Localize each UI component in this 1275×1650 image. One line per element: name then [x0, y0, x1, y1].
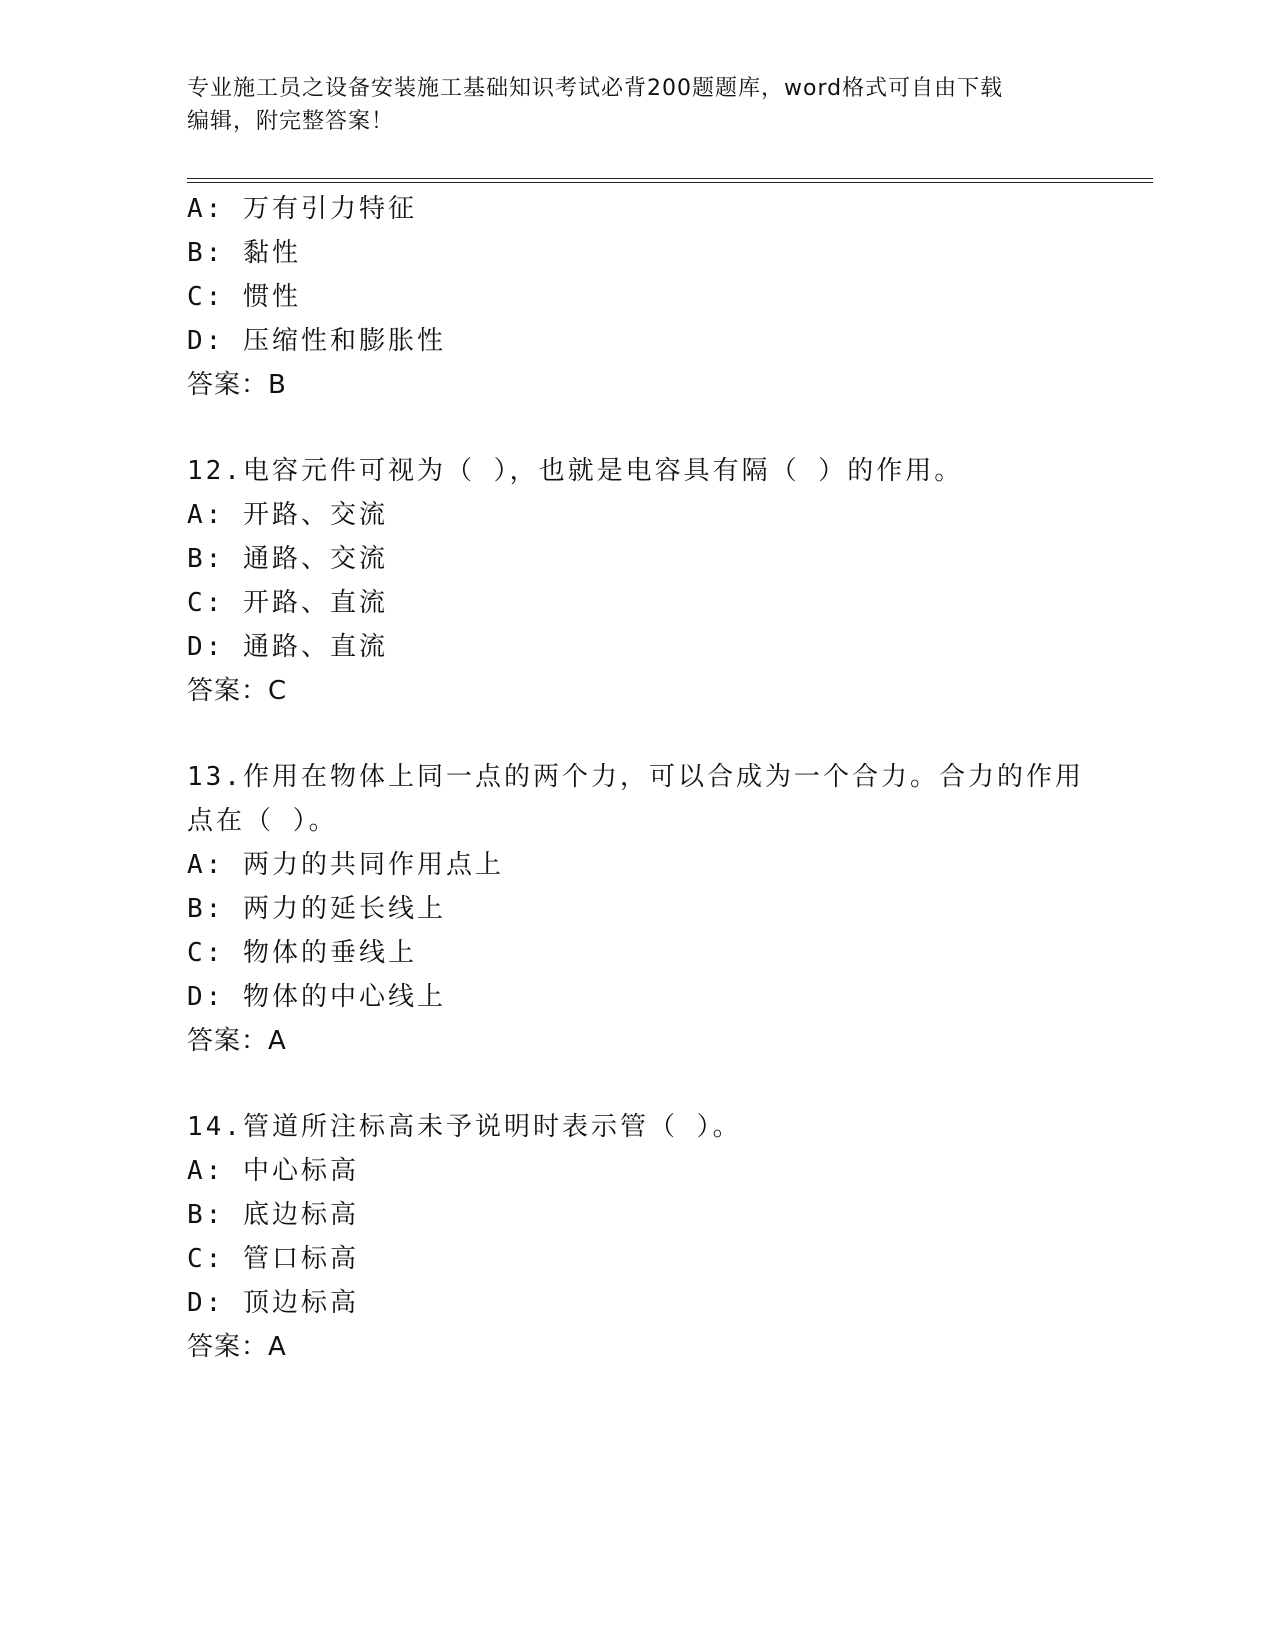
- option-a: A: 万有引力特征: [187, 194, 417, 224]
- header-line-2: 编辑，附完整答案！: [187, 109, 395, 134]
- option-a: A: 开路、交流: [187, 500, 388, 530]
- option-d: D: 压缩性和膨胀性: [187, 326, 446, 356]
- header-line-1: 专业施工员之设备安装施工基础知识考试必背200题题库，word格式可自由下载: [187, 76, 1004, 101]
- option-b: B: 黏性: [187, 238, 301, 268]
- question-text-line-2: 点在（ ）。: [187, 806, 338, 836]
- option-c: C: 惯性: [187, 282, 301, 312]
- answer-label: 答案：A: [187, 1332, 287, 1362]
- answer-label: 答案：B: [187, 370, 287, 400]
- option-c: C: 管口标高: [187, 1244, 359, 1274]
- answer-label: 答案：A: [187, 1026, 287, 1056]
- header-divider-top: [187, 178, 1153, 179]
- header-divider-bottom: [187, 182, 1153, 183]
- question-text: 14.管道所注标高未予说明时表示管（ ）。: [187, 1112, 742, 1142]
- option-d: D: 顶边标高: [187, 1288, 359, 1318]
- option-d: D: 物体的中心线上: [187, 982, 446, 1012]
- option-a: A: 中心标高: [187, 1156, 359, 1186]
- answer-label: 答案：C: [187, 676, 288, 706]
- option-b: B: 两力的延长线上: [187, 894, 446, 924]
- option-b: B: 通路、交流: [187, 544, 388, 574]
- option-c: C: 物体的垂线上: [187, 938, 417, 968]
- document-header: [187, 72, 1087, 138]
- option-c: C: 开路、直流: [187, 588, 388, 618]
- option-a: A: 两力的共同作用点上: [187, 850, 504, 880]
- question-text: 12.电容元件可视为（ ），也就是电容具有隔（ ）的作用。: [187, 456, 964, 486]
- option-b: B: 底边标高: [187, 1200, 359, 1230]
- question-text-line-1: 13.作用在物体上同一点的两个力，可以合成为一个合力。合力的作用: [187, 762, 1084, 792]
- option-d: D: 通路、直流: [187, 632, 388, 662]
